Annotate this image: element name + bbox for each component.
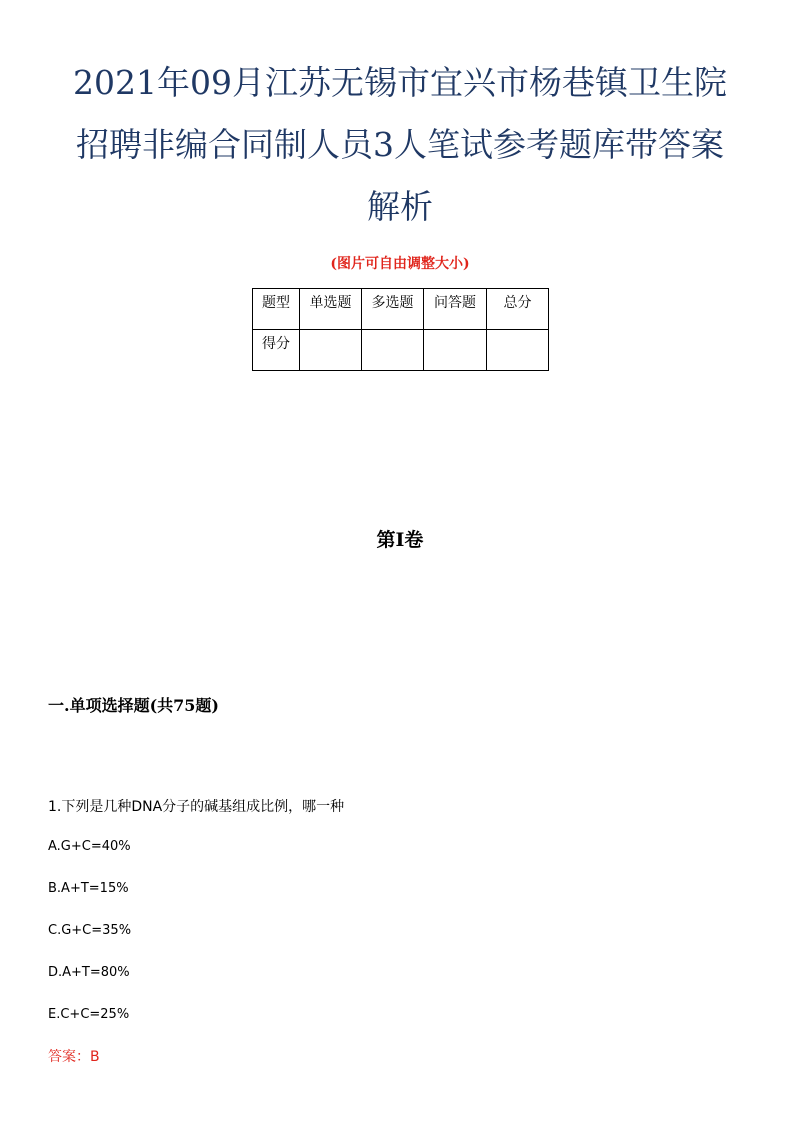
section-heading: 一.单项选择题(共75题) <box>48 696 219 715</box>
volume-label: 第I卷 <box>376 529 424 551</box>
title-line-1: 2021年09月江苏无锡市宜兴市杨巷镇卫生院 <box>73 63 727 102</box>
score-cell-total <box>487 330 549 371</box>
header-single-choice: 单选题 <box>300 289 362 330</box>
title-line-2: 招聘非编合同制人员3人笔试参考题库带答案 <box>76 125 724 164</box>
option-c: C.G+C=35% <box>48 923 132 938</box>
score-table-score-row <box>253 330 549 371</box>
score-cell-multiple <box>362 330 424 371</box>
header-total: 总分 <box>487 289 549 330</box>
header-multiple-choice: 多选题 <box>362 289 424 330</box>
header-short-answer: 问答题 <box>424 289 487 330</box>
answer-text: 答案：B <box>48 1049 100 1065</box>
score-cell-single <box>300 330 362 371</box>
header-question-type: 题型 <box>253 289 300 330</box>
score-table-header-row <box>253 289 549 330</box>
title-line-3: 解析 <box>367 187 433 226</box>
option-b: B.A+T=15% <box>48 881 129 896</box>
document-title <box>40 52 760 238</box>
option-a: A.G+C=40% <box>48 839 131 854</box>
option-e: E.C+C=25% <box>48 1007 130 1022</box>
question-text: 1.下列是几种DNA分子的碱基组成比例，哪一种 <box>48 799 345 815</box>
option-d: D.A+T=80% <box>48 965 130 980</box>
score-table <box>252 288 549 371</box>
image-resize-note: (图片可自由调整大小) <box>330 256 470 272</box>
score-cell-short-answer <box>424 330 487 371</box>
score-row-label: 得分 <box>253 330 300 371</box>
